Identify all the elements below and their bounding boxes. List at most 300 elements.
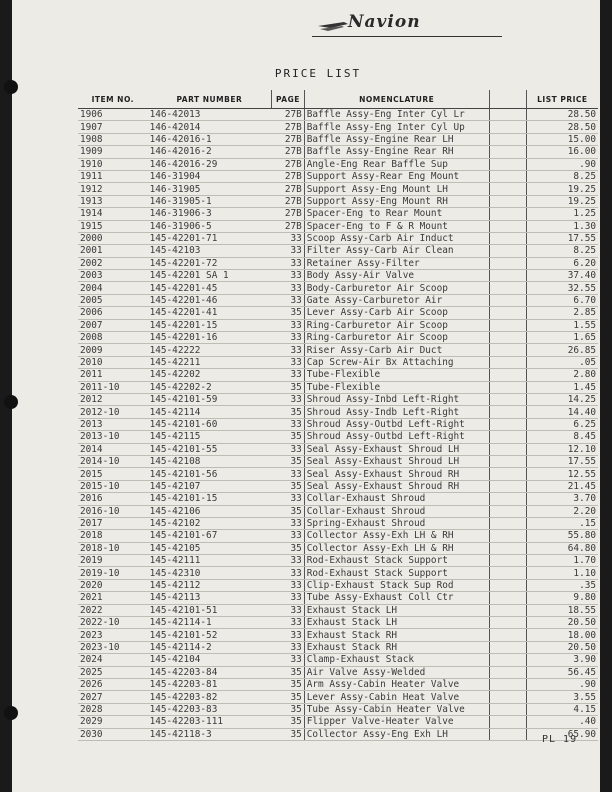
page-cell: 27B <box>272 121 305 133</box>
logo-underline <box>312 36 502 37</box>
nomenclature-cell: Collector Assy-Exh LH & RH <box>304 542 489 554</box>
page-cell: 33 <box>272 319 305 331</box>
page-cell: 33 <box>272 332 305 344</box>
part-number-cell: 145-42104 <box>148 654 272 666</box>
nomenclature-cell: Rod-Exhaust Stack Support <box>304 555 489 567</box>
nomenclature-cell: Body Assy-Air Valve <box>304 270 489 282</box>
item-no-cell: 2005 <box>78 294 148 306</box>
blank-cell <box>489 703 526 715</box>
list-price-cell: 1.55 <box>526 319 598 331</box>
blank-cell <box>489 319 526 331</box>
table-row <box>78 381 598 393</box>
blank-cell <box>489 678 526 690</box>
page-cell: 33 <box>272 443 305 455</box>
table-row <box>78 641 598 653</box>
page-cell: 33 <box>272 592 305 604</box>
part-number-cell: 145-42115 <box>148 431 272 443</box>
list-price-cell: 6.25 <box>526 418 598 430</box>
nomenclature-cell: Retainer Assy-Filter <box>304 257 489 269</box>
item-no-cell: 2027 <box>78 691 148 703</box>
item-no-cell: 2029 <box>78 716 148 728</box>
item-no-cell: 2026 <box>78 678 148 690</box>
page-cell: 35 <box>272 666 305 678</box>
nomenclature-cell: Spacer-Eng to F & R Mount <box>304 220 489 232</box>
blank-cell <box>489 604 526 616</box>
page-cell: 33 <box>272 604 305 616</box>
blank-cell <box>489 716 526 728</box>
item-no-cell: 2021 <box>78 592 148 604</box>
list-price-cell: 20.50 <box>526 617 598 629</box>
table-row <box>78 183 598 195</box>
part-number-cell: 145-42111 <box>148 555 272 567</box>
nomenclature-cell: Collar-Exhaust Shroud <box>304 505 489 517</box>
list-price-cell: .90 <box>526 678 598 690</box>
table-row <box>78 208 598 220</box>
blank-cell <box>489 480 526 492</box>
page-cell: 33 <box>272 418 305 430</box>
item-no-cell: 2003 <box>78 270 148 282</box>
item-no-cell: 2023 <box>78 629 148 641</box>
page-cell: 27B <box>272 208 305 220</box>
item-no-cell: 1913 <box>78 195 148 207</box>
list-price-cell: 18.00 <box>526 629 598 641</box>
table-header-row <box>78 90 598 109</box>
table-row <box>78 530 598 542</box>
item-no-cell: 1906 <box>78 109 148 121</box>
table-row <box>78 703 598 715</box>
part-number-cell: 145-42201-72 <box>148 257 272 269</box>
list-price-cell: 8.25 <box>526 245 598 257</box>
nomenclature-cell: Shroud Assy-Outbd Left-Right <box>304 418 489 430</box>
page-cell: 35 <box>272 505 305 517</box>
table-row <box>78 418 598 430</box>
blank-cell <box>489 629 526 641</box>
part-number-cell: 145-42118-3 <box>148 728 272 740</box>
part-number-cell: 145-42114-2 <box>148 641 272 653</box>
nomenclature-cell: Collector Assy-Eng Exh LH <box>304 728 489 740</box>
page-cell: 33 <box>272 555 305 567</box>
blank-cell <box>489 170 526 182</box>
list-price-cell: 64.80 <box>526 542 598 554</box>
nomenclature-cell: Body-Carburetor Air Scoop <box>304 282 489 294</box>
page-cell: 33 <box>272 579 305 591</box>
nomenclature-cell: Angle-Eng Rear Baffle Sup <box>304 158 489 170</box>
part-number-cell: 145-42203-111 <box>148 716 272 728</box>
part-number-cell: 145-42201-41 <box>148 307 272 319</box>
list-price-cell: 1.45 <box>526 381 598 393</box>
blank-cell <box>489 443 526 455</box>
table-row <box>78 691 598 703</box>
part-number-cell: 146-42013 <box>148 109 272 121</box>
table-row <box>78 716 598 728</box>
item-no-cell: 2004 <box>78 282 148 294</box>
document-page <box>12 0 600 792</box>
part-number-cell: 145-42201-71 <box>148 232 272 244</box>
list-price-cell: 6.70 <box>526 294 598 306</box>
part-number-cell: 145-42102 <box>148 517 272 529</box>
col-nomenclature: NOMENCLATURE <box>304 90 489 109</box>
blank-cell <box>489 517 526 529</box>
list-price-cell: .90 <box>526 158 598 170</box>
item-no-cell: 1915 <box>78 220 148 232</box>
part-number-cell: 145-42201-16 <box>148 332 272 344</box>
list-price-cell: 28.50 <box>526 109 598 121</box>
list-price-cell: 2.85 <box>526 307 598 319</box>
list-price-cell: 15.00 <box>526 133 598 145</box>
table-row <box>78 431 598 443</box>
table-row <box>78 369 598 381</box>
page-cell: 35 <box>272 406 305 418</box>
item-no-cell: 2011 <box>78 369 148 381</box>
item-no-cell: 2014 <box>78 443 148 455</box>
item-no-cell: 2014-10 <box>78 455 148 467</box>
blank-cell <box>489 691 526 703</box>
nomenclature-cell: Baffle Assy-Engine Rear LH <box>304 133 489 145</box>
table-row <box>78 406 598 418</box>
table-row <box>78 629 598 641</box>
item-no-cell: 1914 <box>78 208 148 220</box>
nomenclature-cell: Spring-Exhaust Shroud <box>304 517 489 529</box>
table-row <box>78 579 598 591</box>
blank-cell <box>489 579 526 591</box>
nomenclature-cell: Tube Assy-Cabin Heater Valve <box>304 703 489 715</box>
list-price-cell: 3.90 <box>526 654 598 666</box>
blank-cell <box>489 356 526 368</box>
page-cell: 27B <box>272 220 305 232</box>
nomenclature-cell: Tube-Flexible <box>304 369 489 381</box>
page-cell: 33 <box>272 530 305 542</box>
item-no-cell: 2006 <box>78 307 148 319</box>
part-number-cell: 145-42310 <box>148 567 272 579</box>
table-row <box>78 678 598 690</box>
nomenclature-cell: Seal Assy-Exhaust Shroud LH <box>304 455 489 467</box>
blank-cell <box>489 567 526 579</box>
part-number-cell: 146-42014 <box>148 121 272 133</box>
page-cell: 27B <box>272 133 305 145</box>
part-number-cell: 145-42222 <box>148 344 272 356</box>
blank-cell <box>489 133 526 145</box>
nomenclature-cell: Seal Assy-Exhaust Shroud LH <box>304 443 489 455</box>
col-page: PAGE <box>272 90 305 109</box>
binder-hole-top <box>4 80 18 94</box>
list-price-cell: 1.65 <box>526 332 598 344</box>
item-no-cell: 1907 <box>78 121 148 133</box>
table-row <box>78 257 598 269</box>
part-number-cell: 146-42016-1 <box>148 133 272 145</box>
table-row <box>78 455 598 467</box>
part-number-cell: 145-42114-1 <box>148 617 272 629</box>
table-row <box>78 170 598 182</box>
list-price-cell: 8.25 <box>526 170 598 182</box>
table-row <box>78 393 598 405</box>
blank-cell <box>489 270 526 282</box>
blank-cell <box>489 158 526 170</box>
page-cell: 33 <box>272 294 305 306</box>
page-cell: 27B <box>272 109 305 121</box>
blank-cell <box>489 666 526 678</box>
list-price-cell: 37.40 <box>526 270 598 282</box>
blank-cell <box>489 455 526 467</box>
part-number-cell: 145-42101-67 <box>148 530 272 542</box>
nomenclature-cell: Baffle Assy-Engine Rear RH <box>304 146 489 158</box>
item-no-cell: 2013-10 <box>78 431 148 443</box>
page-cell: 35 <box>272 703 305 715</box>
table-row <box>78 493 598 505</box>
part-number-cell: 145-42101-59 <box>148 393 272 405</box>
item-no-cell: 1909 <box>78 146 148 158</box>
table-row <box>78 468 598 480</box>
blank-cell <box>489 431 526 443</box>
item-no-cell: 2012 <box>78 393 148 405</box>
item-no-cell: 1911 <box>78 170 148 182</box>
nomenclature-cell: Cap Screw-Air Bx Attaching <box>304 356 489 368</box>
item-no-cell: 2030 <box>78 728 148 740</box>
list-price-cell: 8.45 <box>526 431 598 443</box>
table-row <box>78 604 598 616</box>
part-number-cell: 145-42201-46 <box>148 294 272 306</box>
page-cell: 35 <box>272 542 305 554</box>
list-price-cell: 28.50 <box>526 121 598 133</box>
blank-cell <box>489 220 526 232</box>
col-part-number: PART NUMBER <box>148 90 272 109</box>
table-row <box>78 109 598 121</box>
item-no-cell: 2019-10 <box>78 567 148 579</box>
item-no-cell: 2022-10 <box>78 617 148 629</box>
item-no-cell: 2017 <box>78 517 148 529</box>
item-no-cell: 2000 <box>78 232 148 244</box>
blank-cell <box>489 344 526 356</box>
list-price-cell: 1.10 <box>526 567 598 579</box>
item-no-cell: 2020 <box>78 579 148 591</box>
table-row <box>78 517 598 529</box>
item-no-cell: 2009 <box>78 344 148 356</box>
part-number-cell: 145-42114 <box>148 406 272 418</box>
part-number-cell: 145-42101-52 <box>148 629 272 641</box>
nomenclature-cell: Filter Assy-Carb Air Clean <box>304 245 489 257</box>
page-cell: 33 <box>272 232 305 244</box>
table-row <box>78 617 598 629</box>
table-row <box>78 232 598 244</box>
nomenclature-cell: Clip-Exhaust Stack Sup Rod <box>304 579 489 591</box>
item-no-cell: 1910 <box>78 158 148 170</box>
part-number-cell: 146-42016-2 <box>148 146 272 158</box>
blank-cell <box>489 294 526 306</box>
table-row <box>78 195 598 207</box>
list-price-cell: 55.80 <box>526 530 598 542</box>
item-no-cell: 2025 <box>78 666 148 678</box>
item-no-cell: 2023-10 <box>78 641 148 653</box>
binder-hole-bottom <box>4 706 18 720</box>
blank-cell <box>489 406 526 418</box>
blank-cell <box>489 641 526 653</box>
nomenclature-cell: Exhaust Stack LH <box>304 604 489 616</box>
page-cell: 33 <box>272 654 305 666</box>
wing-logo-icon <box>318 20 348 32</box>
page-cell: 35 <box>272 716 305 728</box>
list-price-cell: 14.25 <box>526 393 598 405</box>
blank-cell <box>489 654 526 666</box>
page-cell: 33 <box>272 629 305 641</box>
nomenclature-cell: Collar-Exhaust Shroud <box>304 493 489 505</box>
blank-cell <box>489 542 526 554</box>
table-row <box>78 332 598 344</box>
part-number-cell: 145-42107 <box>148 480 272 492</box>
blank-cell <box>489 381 526 393</box>
page-cell: 35 <box>272 678 305 690</box>
part-number-cell: 145-42101-15 <box>148 493 272 505</box>
part-number-cell: 145-42101-55 <box>148 443 272 455</box>
item-no-cell: 2015-10 <box>78 480 148 492</box>
binder-hole-middle <box>4 395 18 409</box>
item-no-cell: 2002 <box>78 257 148 269</box>
table-row <box>78 666 598 678</box>
blank-cell <box>489 245 526 257</box>
blank-cell <box>489 121 526 133</box>
part-number-cell: 145-42202-2 <box>148 381 272 393</box>
list-price-cell: 65.90 <box>526 728 598 740</box>
blank-cell <box>489 307 526 319</box>
page-reference: PL 19 <box>542 734 578 745</box>
page-title: PRICE LIST <box>274 67 362 80</box>
list-price-cell: 19.25 <box>526 195 598 207</box>
part-number-cell: 145-42105 <box>148 542 272 554</box>
item-no-cell: 2008 <box>78 332 148 344</box>
blank-cell <box>489 109 526 121</box>
list-price-cell: 1.30 <box>526 220 598 232</box>
page-cell: 35 <box>272 728 305 740</box>
blank-cell <box>489 493 526 505</box>
nomenclature-cell: Spacer-Eng to Rear Mount <box>304 208 489 220</box>
item-no-cell: 2012-10 <box>78 406 148 418</box>
list-price-cell: 2.80 <box>526 369 598 381</box>
part-number-cell: 145-42203-81 <box>148 678 272 690</box>
part-number-cell: 145-42106 <box>148 505 272 517</box>
list-price-cell: 12.55 <box>526 468 598 480</box>
blank-cell <box>489 617 526 629</box>
item-no-cell: 2022 <box>78 604 148 616</box>
col-list-price: LIST PRICE <box>526 90 598 109</box>
part-number-cell: 146-42016-29 <box>148 158 272 170</box>
part-number-cell: 146-31905-1 <box>148 195 272 207</box>
col-blank <box>489 90 526 109</box>
blank-cell <box>489 183 526 195</box>
table-row <box>78 480 598 492</box>
item-no-cell: 1908 <box>78 133 148 145</box>
blank-cell <box>489 146 526 158</box>
part-number-cell: 145-42201-45 <box>148 282 272 294</box>
list-price-cell: 26.85 <box>526 344 598 356</box>
part-number-cell: 145-42101-56 <box>148 468 272 480</box>
list-price-cell: .05 <box>526 356 598 368</box>
table-row <box>78 443 598 455</box>
part-number-cell: 145-42203-82 <box>148 691 272 703</box>
nomenclature-cell: Arm Assy-Cabin Heater Valve <box>304 678 489 690</box>
page-cell: 33 <box>272 641 305 653</box>
part-number-cell: 145-42101-51 <box>148 604 272 616</box>
table-row <box>78 270 598 282</box>
table-row <box>78 505 598 517</box>
page-cell: 33 <box>272 257 305 269</box>
part-number-cell: 146-31906-3 <box>148 208 272 220</box>
page-cell: 35 <box>272 455 305 467</box>
nomenclature-cell: Baffle Assy-Eng Inter Cyl Lr <box>304 109 489 121</box>
blank-cell <box>489 369 526 381</box>
item-no-cell: 2019 <box>78 555 148 567</box>
list-price-cell: 4.15 <box>526 703 598 715</box>
nomenclature-cell: Exhaust Stack RH <box>304 629 489 641</box>
nomenclature-cell: Ring-Carburetor Air Scoop <box>304 332 489 344</box>
page-cell: 33 <box>272 369 305 381</box>
table-row <box>78 282 598 294</box>
nomenclature-cell: Rod-Exhaust Stack Support <box>304 567 489 579</box>
blank-cell <box>489 393 526 405</box>
list-price-cell: .15 <box>526 517 598 529</box>
list-price-cell: 32.55 <box>526 282 598 294</box>
list-price-cell: 17.55 <box>526 232 598 244</box>
part-number-cell: 145-42203-84 <box>148 666 272 678</box>
blank-cell <box>489 505 526 517</box>
item-no-cell: 1912 <box>78 183 148 195</box>
blank-cell <box>489 530 526 542</box>
blank-cell <box>489 257 526 269</box>
list-price-cell: 6.20 <box>526 257 598 269</box>
nomenclature-cell: Exhaust Stack LH <box>304 617 489 629</box>
item-no-cell: 2013 <box>78 418 148 430</box>
list-price-cell: .40 <box>526 716 598 728</box>
table-row <box>78 356 598 368</box>
page-cell: 27B <box>272 183 305 195</box>
part-number-cell: 146-31905 <box>148 183 272 195</box>
part-number-cell: 145-42202 <box>148 369 272 381</box>
nomenclature-cell: Support Assy-Eng Mount RH <box>304 195 489 207</box>
part-number-cell: 145-42113 <box>148 592 272 604</box>
table-row <box>78 592 598 604</box>
part-number-cell: 145-42112 <box>148 579 272 591</box>
nomenclature-cell: Flipper Valve-Heater Valve <box>304 716 489 728</box>
page-cell: 27B <box>272 170 305 182</box>
page-cell: 33 <box>272 517 305 529</box>
price-list-table <box>78 90 598 741</box>
page-cell: 35 <box>272 381 305 393</box>
nomenclature-cell: Tube Assy-Exhaust Coll Ctr <box>304 592 489 604</box>
nomenclature-cell: Clamp-Exhaust Stack <box>304 654 489 666</box>
page-cell: 33 <box>272 282 305 294</box>
list-price-cell: 16.00 <box>526 146 598 158</box>
page-cell: 33 <box>272 270 305 282</box>
page-cell: 27B <box>272 146 305 158</box>
table-row <box>78 158 598 170</box>
nomenclature-cell: Exhaust Stack RH <box>304 641 489 653</box>
table-row <box>78 319 598 331</box>
page-cell: 33 <box>272 468 305 480</box>
table-row <box>78 294 598 306</box>
table-row <box>78 728 598 740</box>
page-cell: 27B <box>272 158 305 170</box>
nomenclature-cell: Shroud Assy-Inbd Left-Right <box>304 393 489 405</box>
page-cell: 35 <box>272 691 305 703</box>
page-cell: 35 <box>272 480 305 492</box>
table-row <box>78 344 598 356</box>
item-no-cell: 2010 <box>78 356 148 368</box>
blank-cell <box>489 728 526 740</box>
item-no-cell: 2018-10 <box>78 542 148 554</box>
table-row <box>78 567 598 579</box>
item-no-cell: 2028 <box>78 703 148 715</box>
list-price-cell: .35 <box>526 579 598 591</box>
nomenclature-cell: Baffle Assy-Eng Inter Cyl Up <box>304 121 489 133</box>
blank-cell <box>489 332 526 344</box>
nomenclature-cell: Seal Assy-Exhaust Shroud RH <box>304 480 489 492</box>
